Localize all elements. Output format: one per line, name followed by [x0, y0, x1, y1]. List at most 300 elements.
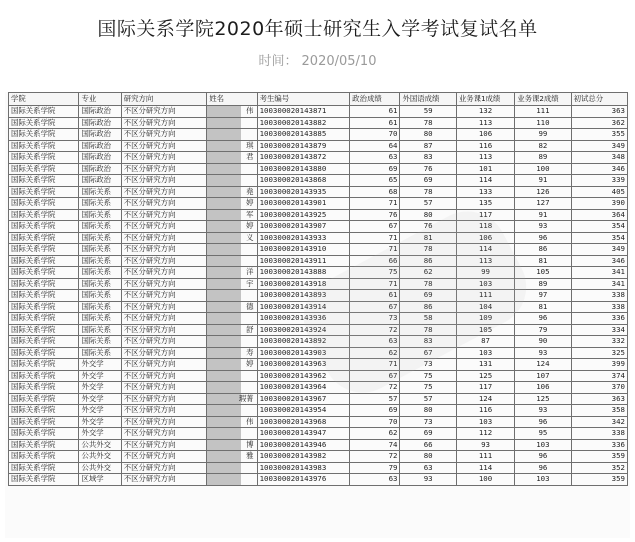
- foreign-language-score-cell: 58: [400, 313, 456, 325]
- subject2-score-cell: 93: [515, 405, 571, 417]
- politics-score-cell: 71: [350, 232, 400, 244]
- college-cell: 国际关系学院: [9, 106, 79, 118]
- subject1-score-cell: 131: [456, 359, 514, 371]
- politics-score-cell: 61: [350, 106, 400, 118]
- subject1-score-cell: 113: [456, 152, 514, 164]
- foreign-language-score-cell: 86: [400, 301, 456, 313]
- college-cell: 国际关系学院: [9, 347, 79, 359]
- exam-id-cell: 100300020143911: [257, 255, 350, 267]
- redaction-blur: [207, 279, 241, 290]
- subject2-score-cell: 79: [515, 324, 571, 336]
- table-row: [9, 221, 628, 233]
- table-row: [9, 324, 628, 336]
- subject1-score-cell: 100: [456, 474, 514, 486]
- subject2-score-cell: 96: [515, 416, 571, 428]
- politics-score-cell: 73: [350, 313, 400, 325]
- redaction-blur: [207, 118, 241, 129]
- major-cell: 国际关系: [79, 221, 121, 233]
- research-direction-cell: 不区分研究方向: [121, 370, 207, 382]
- major-cell: 国际关系: [79, 186, 121, 198]
- foreign-language-score-cell: 73: [400, 416, 456, 428]
- time-value: 2020/05/10: [301, 54, 377, 69]
- research-direction-cell: 不区分研究方向: [121, 324, 207, 336]
- subject1-score-cell: 87: [456, 336, 514, 348]
- research-direction-cell: 不区分研究方向: [121, 232, 207, 244]
- subject2-score-cell: 124: [515, 359, 571, 371]
- subject2-score-cell: 91: [515, 175, 571, 187]
- name-cell: [207, 163, 257, 175]
- total-score-cell: 359: [571, 451, 627, 463]
- foreign-language-score-cell: 76: [400, 221, 456, 233]
- redaction-blur: [207, 198, 241, 209]
- foreign-language-score-cell: 62: [400, 267, 456, 279]
- name-visible-part: 婷: [246, 359, 254, 368]
- subject1-score-cell: 106: [456, 129, 514, 141]
- politics-score-cell: 79: [350, 462, 400, 474]
- college-cell: 国际关系学院: [9, 152, 79, 164]
- major-cell: 国际政治: [79, 140, 121, 152]
- major-cell: 外交学: [79, 416, 121, 428]
- college-cell: 国际关系学院: [9, 336, 79, 348]
- college-cell: 国际关系学院: [9, 405, 79, 417]
- subject1-score-cell: 114: [456, 244, 514, 256]
- politics-score-cell: 76: [350, 209, 400, 221]
- column-header: 专业: [79, 93, 121, 106]
- foreign-language-score-cell: 75: [400, 370, 456, 382]
- subject2-score-cell: 103: [515, 439, 571, 451]
- politics-score-cell: 63: [350, 152, 400, 164]
- college-cell: 国际关系学院: [9, 474, 79, 486]
- redaction-blur: [207, 302, 241, 313]
- redaction-blur: [207, 221, 241, 232]
- exam-id-cell: 100300020143936: [257, 313, 350, 325]
- politics-score-cell: 71: [350, 278, 400, 290]
- total-score-cell: 352: [571, 462, 627, 474]
- name-cell: [207, 393, 257, 405]
- table-row: [9, 198, 628, 210]
- total-score-cell: 346: [571, 163, 627, 175]
- table-row: [9, 382, 628, 394]
- subject1-score-cell: 111: [456, 451, 514, 463]
- college-cell: 国际关系学院: [9, 313, 79, 325]
- name-cell: [207, 152, 257, 164]
- foreign-language-score-cell: 80: [400, 129, 456, 141]
- subject1-score-cell: 114: [456, 175, 514, 187]
- name-cell: [207, 405, 257, 417]
- politics-score-cell: 71: [350, 244, 400, 256]
- name-visible-part: 雅: [246, 451, 254, 460]
- major-cell: 外交学: [79, 428, 121, 440]
- subject2-score-cell: 111: [515, 106, 571, 118]
- subject2-score-cell: 125: [515, 393, 571, 405]
- redaction-blur: [207, 141, 241, 152]
- subject1-score-cell: 93: [456, 439, 514, 451]
- name-cell: [207, 370, 257, 382]
- redaction-blur: [207, 451, 241, 462]
- table-row: [9, 301, 628, 313]
- college-cell: 国际关系学院: [9, 462, 79, 474]
- research-direction-cell: 不区分研究方向: [121, 416, 207, 428]
- column-header: 政治成绩: [350, 93, 400, 106]
- subject2-score-cell: 81: [515, 255, 571, 267]
- research-direction-cell: 不区分研究方向: [121, 186, 207, 198]
- redaction-blur: [207, 164, 241, 175]
- subject1-score-cell: 116: [456, 405, 514, 417]
- total-score-cell: 339: [571, 175, 627, 187]
- research-direction-cell: 不区分研究方向: [121, 290, 207, 302]
- name-visible-part: 伟: [246, 106, 254, 115]
- college-cell: 国际关系学院: [9, 290, 79, 302]
- major-cell: 国际关系: [79, 198, 121, 210]
- exam-id-cell: 100300020143918: [257, 278, 350, 290]
- name-cell: [207, 359, 257, 371]
- major-cell: 国际关系: [79, 209, 121, 221]
- table-row: [9, 439, 628, 451]
- subject2-score-cell: 107: [515, 370, 571, 382]
- redaction-blur: [207, 440, 241, 451]
- subject2-score-cell: 96: [515, 462, 571, 474]
- major-cell: 国际关系: [79, 255, 121, 267]
- redaction-blur: [207, 313, 241, 324]
- name-visible-part: 博: [246, 439, 254, 449]
- research-direction-cell: 不区分研究方向: [121, 175, 207, 187]
- total-score-cell: 355: [571, 129, 627, 141]
- subject2-score-cell: 93: [515, 221, 571, 233]
- research-direction-cell: 不区分研究方向: [121, 163, 207, 175]
- total-score-cell: 336: [571, 439, 627, 451]
- research-direction-cell: 不区分研究方向: [121, 278, 207, 290]
- name-cell: [207, 198, 257, 210]
- table-row: [9, 255, 628, 267]
- exam-id-cell: 100300020143935: [257, 186, 350, 198]
- name-visible-part: 寿: [246, 347, 254, 357]
- major-cell: 国际政治: [79, 106, 121, 118]
- foreign-language-score-cell: 57: [400, 198, 456, 210]
- table-row: [9, 163, 628, 175]
- redaction-blur: [207, 394, 241, 405]
- major-cell: 国际关系: [79, 336, 121, 348]
- name-visible-part: 义: [246, 232, 254, 242]
- research-direction-cell: 不区分研究方向: [121, 198, 207, 210]
- total-score-cell: 359: [571, 474, 627, 486]
- foreign-language-score-cell: 63: [400, 462, 456, 474]
- subject2-score-cell: 81: [515, 301, 571, 313]
- subject2-score-cell: 105: [515, 267, 571, 279]
- redaction-blur: [207, 267, 241, 278]
- exam-id-cell: 100300020143888: [257, 267, 350, 279]
- college-cell: 国际关系学院: [9, 209, 79, 221]
- subject2-score-cell: 96: [515, 232, 571, 244]
- major-cell: 外交学: [79, 393, 121, 405]
- foreign-language-score-cell: 80: [400, 451, 456, 463]
- foreign-language-score-cell: 75: [400, 382, 456, 394]
- total-score-cell: 364: [571, 209, 627, 221]
- exam-id-cell: 100300020143963: [257, 359, 350, 371]
- politics-score-cell: 61: [350, 290, 400, 302]
- foreign-language-score-cell: 81: [400, 232, 456, 244]
- column-header: 姓名: [207, 93, 257, 106]
- research-direction-cell: 不区分研究方向: [121, 221, 207, 233]
- subject2-score-cell: 96: [515, 451, 571, 463]
- subject1-score-cell: 132: [456, 106, 514, 118]
- major-cell: 国际政治: [79, 175, 121, 187]
- subject1-score-cell: 111: [456, 290, 514, 302]
- redaction-blur: [207, 129, 241, 140]
- name-cell: [207, 313, 257, 325]
- redaction-blur: [207, 336, 241, 347]
- redaction-blur: [207, 244, 241, 255]
- research-direction-cell: 不区分研究方向: [121, 359, 207, 371]
- foreign-language-score-cell: 78: [400, 117, 456, 129]
- foreign-language-score-cell: 83: [400, 336, 456, 348]
- subject1-score-cell: 125: [456, 370, 514, 382]
- name-visible-part: 瑕菁: [238, 393, 254, 403]
- total-score-cell: 341: [571, 267, 627, 279]
- name-cell: [207, 347, 257, 359]
- redaction-blur: [207, 463, 241, 474]
- foreign-language-score-cell: 69: [400, 428, 456, 440]
- foreign-language-score-cell: 69: [400, 290, 456, 302]
- redaction-blur: [207, 210, 241, 221]
- exam-id-cell: 100300020143880: [257, 163, 350, 175]
- table-row: [9, 336, 628, 348]
- exam-id-cell: 100300020143983: [257, 462, 350, 474]
- name-visible-part: 军: [246, 209, 254, 219]
- redaction-blur: [207, 348, 241, 359]
- major-cell: 外交学: [79, 382, 121, 394]
- total-score-cell: 370: [571, 382, 627, 394]
- research-direction-cell: 不区分研究方向: [121, 129, 207, 141]
- research-direction-cell: 不区分研究方向: [121, 152, 207, 164]
- politics-score-cell: 66: [350, 255, 400, 267]
- politics-score-cell: 70: [350, 129, 400, 141]
- score-table: [8, 92, 628, 486]
- page-title: 国际关系学院2020年硕士研究生入学考试复试名单: [97, 18, 538, 40]
- time-label: 时间：: [258, 54, 298, 69]
- research-direction-cell: 不区分研究方向: [121, 451, 207, 463]
- subject1-score-cell: 117: [456, 209, 514, 221]
- table-row: [9, 209, 628, 221]
- politics-score-cell: 65: [350, 175, 400, 187]
- exam-id-cell: 100300020143910: [257, 244, 350, 256]
- subject2-score-cell: 97: [515, 290, 571, 302]
- politics-score-cell: 72: [350, 324, 400, 336]
- college-cell: 国际关系学院: [9, 232, 79, 244]
- subject2-score-cell: 95: [515, 428, 571, 440]
- college-cell: 国际关系学院: [9, 301, 79, 313]
- total-score-cell: 399: [571, 359, 627, 371]
- exam-id-cell: 100300020143933: [257, 232, 350, 244]
- subject1-score-cell: 133: [456, 186, 514, 198]
- major-cell: 国际关系: [79, 267, 121, 279]
- column-header: 业务课1成绩: [456, 93, 514, 106]
- total-score-cell: 346: [571, 255, 627, 267]
- table-row: [9, 175, 628, 187]
- politics-score-cell: 68: [350, 186, 400, 198]
- table-row: [9, 186, 628, 198]
- total-score-cell: 325: [571, 347, 627, 359]
- college-cell: 国际关系学院: [9, 416, 79, 428]
- name-visible-part: 琪: [246, 140, 254, 150]
- college-cell: 国际关系学院: [9, 428, 79, 440]
- subject1-score-cell: 124: [456, 393, 514, 405]
- foreign-language-score-cell: 78: [400, 278, 456, 290]
- foreign-language-score-cell: 80: [400, 209, 456, 221]
- major-cell: 国际关系: [79, 301, 121, 313]
- name-cell: [207, 209, 257, 221]
- table-row: [9, 129, 628, 141]
- major-cell: 公共外交: [79, 451, 121, 463]
- foreign-language-score-cell: 78: [400, 244, 456, 256]
- foreign-language-score-cell: 87: [400, 140, 456, 152]
- name-cell: [207, 140, 257, 152]
- name-cell: [207, 175, 257, 187]
- table-row: [9, 117, 628, 129]
- research-direction-cell: 不区分研究方向: [121, 347, 207, 359]
- major-cell: 国际政治: [79, 129, 121, 141]
- subject2-score-cell: 82: [515, 140, 571, 152]
- exam-id-cell: 100300020143893: [257, 290, 350, 302]
- redaction-blur: [207, 325, 241, 336]
- politics-score-cell: 63: [350, 474, 400, 486]
- total-score-cell: 348: [571, 152, 627, 164]
- subject1-score-cell: 112: [456, 428, 514, 440]
- subject1-score-cell: 103: [456, 416, 514, 428]
- college-cell: 国际关系学院: [9, 140, 79, 152]
- politics-score-cell: 69: [350, 163, 400, 175]
- exam-id-cell: 100300020143924: [257, 324, 350, 336]
- major-cell: 区域学: [79, 474, 121, 486]
- major-cell: 国际关系: [79, 324, 121, 336]
- subject2-score-cell: 106: [515, 382, 571, 394]
- politics-score-cell: 71: [350, 198, 400, 210]
- research-direction-cell: 不区分研究方向: [121, 428, 207, 440]
- subject2-score-cell: 89: [515, 278, 571, 290]
- name-cell: [207, 451, 257, 463]
- table-row: [9, 428, 628, 440]
- name-cell: [207, 290, 257, 302]
- politics-score-cell: 75: [350, 267, 400, 279]
- research-direction-cell: 不区分研究方向: [121, 244, 207, 256]
- research-direction-cell: 不区分研究方向: [121, 336, 207, 348]
- exam-id-cell: 100300020143885: [257, 129, 350, 141]
- total-score-cell: 338: [571, 428, 627, 440]
- exam-id-cell: 100300020143962: [257, 370, 350, 382]
- subject1-score-cell: 135: [456, 198, 514, 210]
- foreign-language-score-cell: 76: [400, 163, 456, 175]
- total-score-cell: 363: [571, 106, 627, 118]
- major-cell: 外交学: [79, 370, 121, 382]
- name-visible-part: 德: [246, 301, 254, 311]
- foreign-language-score-cell: 93: [400, 474, 456, 486]
- table-row: [9, 370, 628, 382]
- exam-id-cell: 100300020143872: [257, 152, 350, 164]
- research-direction-cell: 不区分研究方向: [121, 382, 207, 394]
- major-cell: 国际政治: [79, 152, 121, 164]
- politics-score-cell: 72: [350, 382, 400, 394]
- exam-id-cell: 100300020143964: [257, 382, 350, 394]
- politics-score-cell: 62: [350, 428, 400, 440]
- research-direction-cell: 不区分研究方向: [121, 405, 207, 417]
- research-direction-cell: 不区分研究方向: [121, 462, 207, 474]
- exam-id-cell: 100300020143879: [257, 140, 350, 152]
- redaction-blur: [207, 256, 241, 267]
- name-visible-part: 舒: [246, 324, 254, 334]
- foreign-language-score-cell: 73: [400, 359, 456, 371]
- redaction-blur: [207, 405, 241, 416]
- research-direction-cell: 不区分研究方向: [121, 439, 207, 451]
- foreign-language-score-cell: 66: [400, 439, 456, 451]
- subject2-score-cell: 126: [515, 186, 571, 198]
- name-cell: [207, 324, 257, 336]
- major-cell: 国际关系: [79, 313, 121, 325]
- table-row: [9, 152, 628, 164]
- major-cell: 外交学: [79, 359, 121, 371]
- name-cell: [207, 117, 257, 129]
- subject1-score-cell: 103: [456, 278, 514, 290]
- exam-id-cell: 100300020143871: [257, 106, 350, 118]
- politics-score-cell: 67: [350, 221, 400, 233]
- college-cell: 国际关系学院: [9, 117, 79, 129]
- college-cell: 国际关系学院: [9, 278, 79, 290]
- college-cell: 国际关系学院: [9, 163, 79, 175]
- table-row: [9, 140, 628, 152]
- column-header: 初试总分: [571, 93, 627, 106]
- total-score-cell: 338: [571, 290, 627, 302]
- column-header: 学院: [9, 93, 79, 106]
- subject1-score-cell: 106: [456, 232, 514, 244]
- total-score-cell: 334: [571, 324, 627, 336]
- exam-id-cell: 100300020143903: [257, 347, 350, 359]
- politics-score-cell: 67: [350, 370, 400, 382]
- politics-score-cell: 72: [350, 451, 400, 463]
- politics-score-cell: 64: [350, 140, 400, 152]
- redaction-blur: [207, 187, 241, 198]
- subject1-score-cell: 114: [456, 462, 514, 474]
- major-cell: 公共外交: [79, 439, 121, 451]
- total-score-cell: 336: [571, 313, 627, 325]
- college-cell: 国际关系学院: [9, 244, 79, 256]
- research-direction-cell: 不区分研究方向: [121, 313, 207, 325]
- subject1-score-cell: 103: [456, 347, 514, 359]
- name-cell: [207, 382, 257, 394]
- subject2-score-cell: 89: [515, 152, 571, 164]
- politics-score-cell: 57: [350, 393, 400, 405]
- table-row: [9, 359, 628, 371]
- table-header-row: [9, 93, 628, 106]
- research-direction-cell: 不区分研究方向: [121, 140, 207, 152]
- column-header: 外国语成绩: [400, 93, 456, 106]
- name-visible-part: 伟: [246, 416, 254, 426]
- exam-id-cell: 100300020143901: [257, 198, 350, 210]
- total-score-cell: 349: [571, 140, 627, 152]
- exam-id-cell: 100300020143925: [257, 209, 350, 221]
- college-cell: 国际关系学院: [9, 221, 79, 233]
- total-score-cell: 405: [571, 186, 627, 198]
- college-cell: 国际关系学院: [9, 393, 79, 405]
- foreign-language-score-cell: 78: [400, 324, 456, 336]
- name-cell: [207, 244, 257, 256]
- name-visible-part: 君: [246, 152, 254, 161]
- college-cell: 国际关系学院: [9, 439, 79, 451]
- politics-score-cell: 71: [350, 359, 400, 371]
- redaction-blur: [207, 371, 241, 382]
- college-cell: 国际关系学院: [9, 175, 79, 187]
- major-cell: 国际关系: [79, 347, 121, 359]
- total-score-cell: 338: [571, 301, 627, 313]
- total-score-cell: 342: [571, 416, 627, 428]
- table-row: [9, 474, 628, 486]
